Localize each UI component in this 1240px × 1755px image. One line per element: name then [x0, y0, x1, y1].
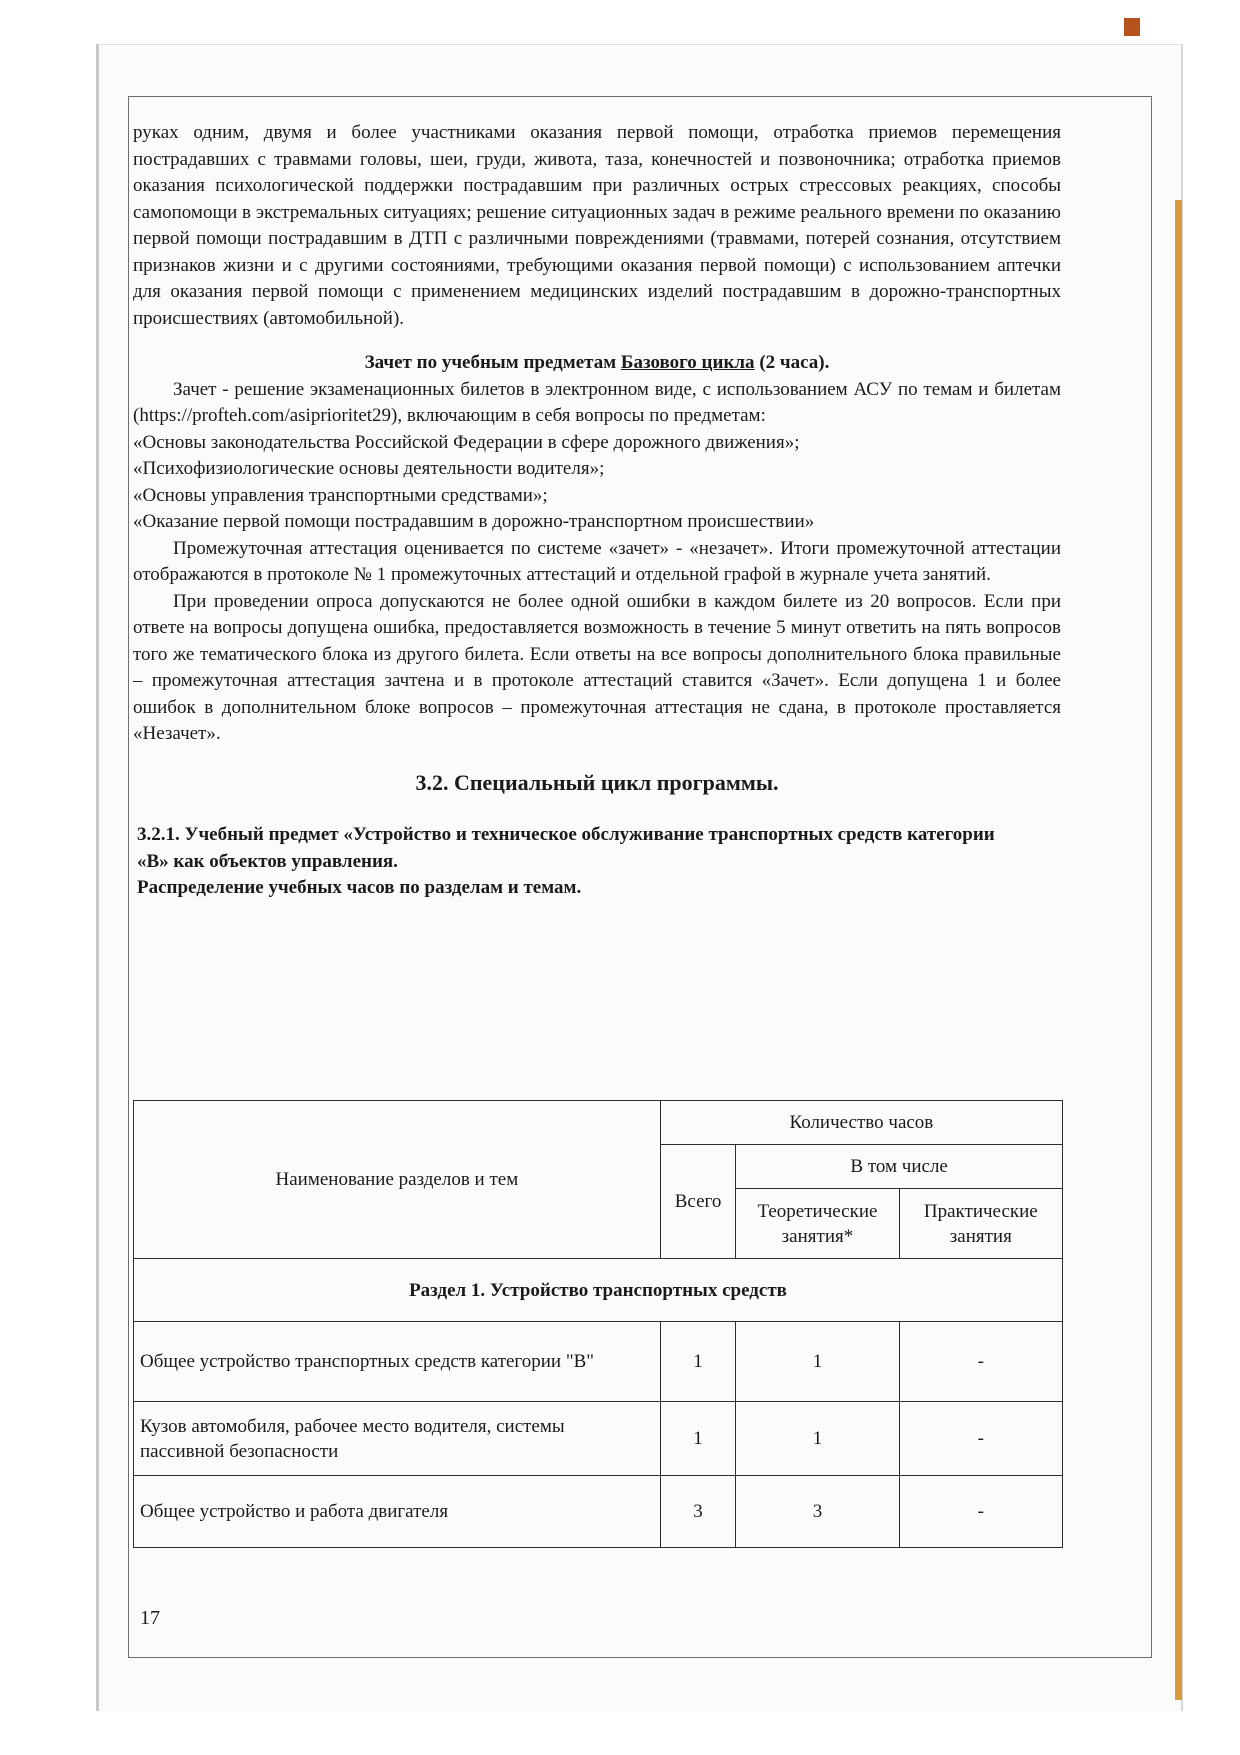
rules-paragraph: При проведении опроса допускаются не более одной ошибки в каждом билете из 20 вопросов. Если при ответе на вопросы допущена ошибка, предоставляется возможность в течение 5 минут ответить на пять вопросов того же тематического блока из другого билета. Если ответы на все вопросы дополнительного блока правильные – промежуточная аттестация зачтена и в протоколе аттестаций ставится «Зачет». Если допущена 1 и более ошибок в дополнительном блоке вопросов – промежуточная аттестация не сдана, в протоколе проставляется «Незачет».: [133, 590, 1061, 744]
table-row: [134, 1476, 1063, 1548]
table-row: [134, 1402, 1063, 1476]
row-name: Общее устройство и работа двигателя: [134, 1476, 661, 1548]
binding-edge: [1175, 200, 1182, 1700]
section-heading: 3.2. Специальный цикл программы.: [415, 769, 779, 795]
header-including: В том числе: [736, 1145, 1063, 1189]
row-theory: 1: [736, 1402, 899, 1476]
subject-heading-subtitle: Распределение учебных часов по разделам и темам.: [137, 877, 582, 898]
subject-line: «Основы законодательства Российской Федерации в сфере дорожного движения»;: [133, 431, 800, 453]
hours-table: [133, 1100, 1063, 1548]
zachet-heading: [133, 350, 1061, 377]
page-number: 17: [140, 1607, 160, 1629]
row-theory: 1: [736, 1322, 899, 1402]
paragraph-first-aid: руках одним, двумя и более участниками оказания первой помощи, отработка приемов перемещения пострадавших с травмами головы, шеи, груди, живота, таза, конечностей и позвоночника; отработка приемов оказания психологической поддержки пострадавшим при различных острых стрессовых реакциях, способы самопомощи в экстремальных ситуациях; решение ситуационных задач в режиме реального времени по оказанию первой помощи пострадавшим в ДТП с различными повреждениями (травмами, потерей сознания, отсутствием признаков жизни и с другими состояниями, требующими оказания первой помощи) с использованием аптечки для оказания первой помощи с применением медицинских изделий пострадавшим в дорожно-транспортных происшествиях (автомобильной).: [133, 122, 1061, 329]
zachet-intro: Зачет - решение экзаменационных билетов в электронном виде, с использованием АСУ по темам и билетам (https://profteh.com/asiprioritet29), включающим в себя вопросы по предметам:: [133, 378, 1061, 426]
subject-line: «Основы управления транспортными средствами»;: [133, 484, 548, 506]
row-total: 3: [660, 1476, 736, 1548]
corner-mark: [1124, 18, 1140, 36]
attestation-paragraph: Промежуточная аттестация оценивается по системе «зачет» - «незачет». Итоги промежуточной аттестации отображаются в протоколе № 1 промежуточных аттестаций и отдельной графой в журнале учета занятий.: [133, 537, 1061, 585]
section-row: Раздел 1. Устройство транспортных средств: [134, 1259, 1063, 1322]
subject-line: «Оказание первой помощи пострадавшим в дорожно-транспортном происшествии»: [133, 511, 815, 532]
row-name: Общее устройство транспортных средств категории "В": [134, 1322, 661, 1402]
table-row: [134, 1322, 1063, 1402]
row-practice: -: [899, 1402, 1062, 1476]
row-total: 1: [660, 1322, 736, 1402]
header-name: Наименование разделов и тем: [134, 1101, 661, 1259]
row-total: 1: [660, 1402, 736, 1476]
subject-heading: [137, 822, 997, 902]
row-name: Кузов автомобиля, рабочее место водителя, системы пассивной безопасности: [134, 1402, 661, 1476]
page-content: [133, 120, 1061, 902]
zachet-heading-underlined: Базового цикла: [620, 352, 755, 373]
subject-line: «Психофизиологические основы деятельности водителя»;: [133, 458, 605, 479]
zachet-heading-pre: Зачет по учебным предметам: [364, 352, 621, 373]
row-theory: 3: [736, 1476, 899, 1548]
header-hours: Количество часов: [660, 1101, 1062, 1145]
row-practice: -: [899, 1322, 1062, 1402]
zachet-heading-post: (2 часа).: [754, 352, 830, 373]
header-theory: Теоретические занятия*: [736, 1189, 899, 1259]
row-practice: -: [899, 1476, 1062, 1548]
subject-heading-title: 3.2.1. Учебный предмет «Устройство и техническое обслуживание транспортных средств категории «В» как объектов управления.: [137, 824, 995, 872]
header-total: Всего: [660, 1145, 736, 1259]
header-practice: Практические занятия: [899, 1189, 1062, 1259]
